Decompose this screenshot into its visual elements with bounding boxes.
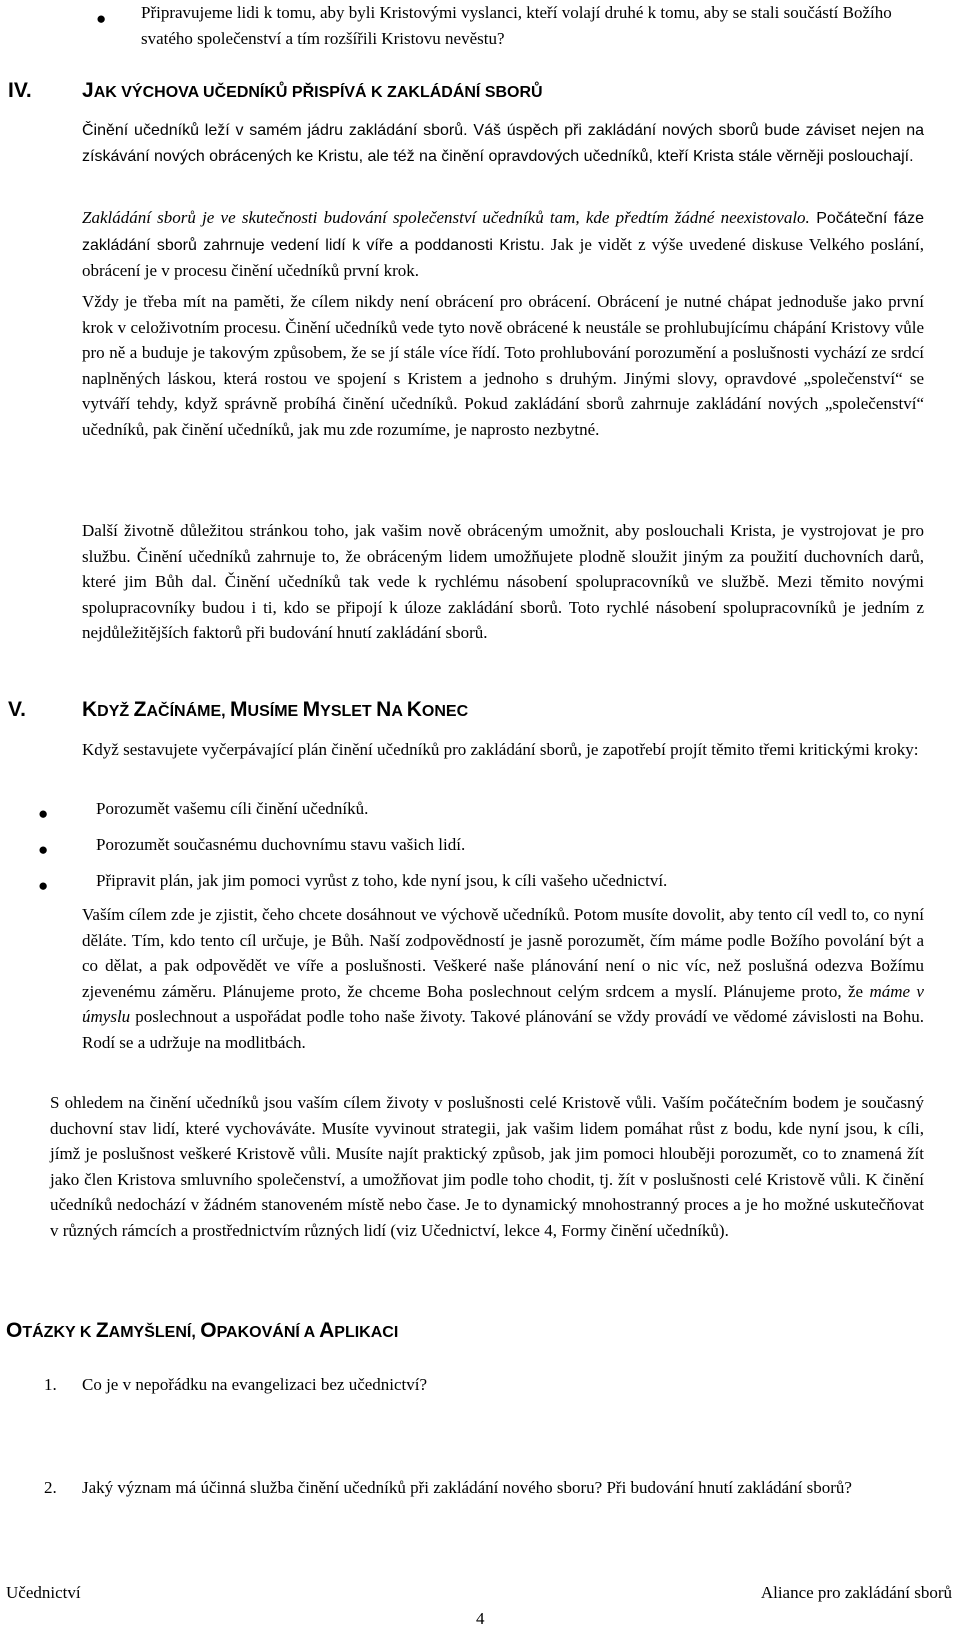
text: Vaším cílem zde je zjistit, čeho chcete dosáhnout ve výchově učedníků. Potom musíte dovolit, aby tento cíl vedl to, co nyní děláte. Tím, kdo tento cíl určuje, je Bůh. Naší zodpovědností je jasně porozumět, čím máme podle Božího povolání být a co dělat, a pak odpovědět ve víře a poslušnosti. Veškeré naše plánování není o nic víc, než poslušná odezva Božímu zjevenému záměru. Plánujeme proto, že chceme Boha poslechnout celým srdcem a myslí. Plánujeme proto, že <box>82 905 924 1001</box>
heading-part: PLIKACI <box>334 1324 399 1341</box>
heading-part: K <box>406 698 422 721</box>
heading-part: N <box>376 698 392 721</box>
section-heading <box>82 78 942 106</box>
sans-text: Počáteční fáze zakládání sborů zahrnuje vedení lidí k víře a poddanosti Kristu. <box>82 210 925 254</box>
paragraph <box>82 205 924 284</box>
heading-initial: J <box>82 79 94 102</box>
heading-part: M <box>230 698 248 721</box>
bullet-dot: ● <box>38 840 49 859</box>
heading-part: A <box>391 703 407 720</box>
footer-right: Aliance pro zakládání sborů <box>760 1583 952 1602</box>
heading-part: Z <box>133 698 147 721</box>
heading-part: ONEC <box>421 703 469 720</box>
paragraph: Další životně důležitou stránkou toho, jak vašim nově obráceným umožnit, aby poslouchali Krista, je vystrojovat je pro službu. Činění učedníků zahrnuje to, že obráceným lidem umožňujete plodně sloužit jiným za použití duchovních darů, které jim Bůh dal. Činění učedníků tak vede k rychlému násobení spolupracovníků ve službě. Mezi těmito novými spolupracovníky budou i ti, kdo se připojí k úloze zakládání sborů. Toto rychlé násobení spolupracovníků je jedním z nejdůležitějších faktorů při budování hnutí zakládání sborů. <box>82 521 924 643</box>
heading-part: DYŽ <box>97 703 134 720</box>
question-number: 2. <box>44 1478 57 1497</box>
question-number: 1. <box>44 1375 57 1394</box>
heading-part: AMYŠLENÍ, <box>108 1324 201 1341</box>
bullet-dot: ● <box>38 804 49 823</box>
page-number: 4 <box>476 1609 485 1628</box>
heading-part: O <box>6 1319 23 1342</box>
question-text: Jaký význam má účinná služba činění učedníků při zakládání nového sboru? Při budování hnutí zakládání sborů? <box>82 1478 852 1497</box>
heading-part: USÍME <box>247 703 303 720</box>
section-heading <box>82 697 942 725</box>
questions-heading <box>6 1318 926 1346</box>
paragraph: Když sestavujete vyčerpávající plán činění učedníků pro zakládání sborů, je zapotřebí projít těmito třemi kritickými kroky: <box>82 740 919 759</box>
italic-text: Zakládání sborů je ve skutečnosti budování společenství učedníků tam, kde předtím žádné neexistovalo. <box>82 208 810 227</box>
text: Jak je vidět z výše uvedené diskuse Velkého poslání, obrácení je v procesu činění učedníků první krok. <box>82 234 924 281</box>
heading-part: M <box>302 698 321 721</box>
footer-left: Učednictví <box>6 1583 81 1602</box>
heading-rest: AK VÝCHOVA UČEDNÍKŮ PŘISPÍVÁ K ZAKLÁDÁNÍ SBORŮ <box>93 84 543 101</box>
heading-part: YSLET <box>320 703 377 720</box>
heading-part: AČÍNÁME, <box>146 703 231 720</box>
heading-part: O <box>200 1319 217 1342</box>
heading-part: PAKOVÁNÍ A <box>216 1324 320 1341</box>
list-item: Připravit plán, jak jim pomoci vyrůst z toho, kde nyní jsou, k cíli vašeho učednictví. <box>96 871 668 890</box>
heading-part: Z <box>95 1319 109 1342</box>
paragraph: Činění učedníků leží v samém jádru zakládání sborů. Váš úspěch při zakládání nových sborů bude záviset nejen na získávání nových obrácených ke Kristu, ale též na činění opravdových učedníků, kteří Krista stále věrněji poslouchají. <box>82 122 924 165</box>
list-item: Porozumět současnému duchovnímu stavu vašich lidí. <box>96 835 466 854</box>
list-item: Připravujeme lidi k tomu, aby byli Kristovými vyslanci, kteří volají druhé k tomu, aby se stali součástí Božího svatého společenství a tím rozšířili Kristovu nevěstu? <box>141 3 892 48</box>
paragraph: S ohledem na činění učedníků jsou vaším cílem životy v poslušnosti celé Kristově vůli. Vaším počátečním bodem je současný duchovní stav lidí, které vychováváte. Musíte vyvinout strategii, jak vašim lidem pomáhat růst z bodu, kde nyní jsou, k cíli, jímž je poslušnost veškeré Kristově vůli. Musíte najít praktický způsob, jak jim pomoci hlouběji porozumět, co to znamená žít jako člen Kristova smluvního společenství, a umožňovat jim podle toho chodit, tj. žít v poslušnosti celé Kristově vůli. K činění učedníků nedochází v žádném stanoveném místě nebo čase. Je to dynamický mnohostranný proces a je ho možné uskutečňovat v různých rámcích a prostřednictvím různých lidí (viz Učednictví, lekce 4, Formy činění učedníků). <box>50 1093 924 1240</box>
question-text: Co je v nepořádku na evangelizaci bez učednictví? <box>82 1375 428 1394</box>
section-number: V. <box>8 698 26 721</box>
bullet-dot: ● <box>96 9 107 28</box>
list-item: Porozumět vašemu cíli činění učedníků. <box>96 799 369 818</box>
text: poslechnout a uspořádat podle toho naše životy. Takové plánování se vždy provádí ve vědomé závislosti na Bohu. Rodí se a udržuje na modlitbách. <box>82 1007 924 1052</box>
heading-part: K <box>82 698 98 721</box>
section-number: IV. <box>8 79 32 102</box>
italic-text: máme v úmyslu <box>82 981 924 1027</box>
bullet-dot: ● <box>38 876 49 895</box>
heading-part: A <box>319 1319 335 1342</box>
paragraph: Vždy je třeba mít na paměti, že cílem nikdy není obrácení pro obrácení. Obrácení je nutné chápat jednoduše jako první krok v celoživotním procesu. Činění učedníků vede tyto nově obrácené k neustále se prohlubujícímu chápání Kristovy vůle pro ně a buduje je takovým způsobem, že se jí stále více řídí. Toto prohlubování porozumění a poslušnosti vychází ze srdcí naplněných láskou, která rostou ve spojení s Kristem a jednoho s druhým. Jinými slovy, opravdové „společenství“ se vytváří tehdy, když správně probíhá činění učedníků. Pokud zakládání sborů zahrnuje zakládání nových „společenství“ učedníků, pak činění učedníků, jak mu zde rozumíme, je naprosto nezbytné. <box>82 292 924 439</box>
heading-part: TÁZKY K <box>22 1324 96 1341</box>
paragraph <box>82 902 924 1056</box>
